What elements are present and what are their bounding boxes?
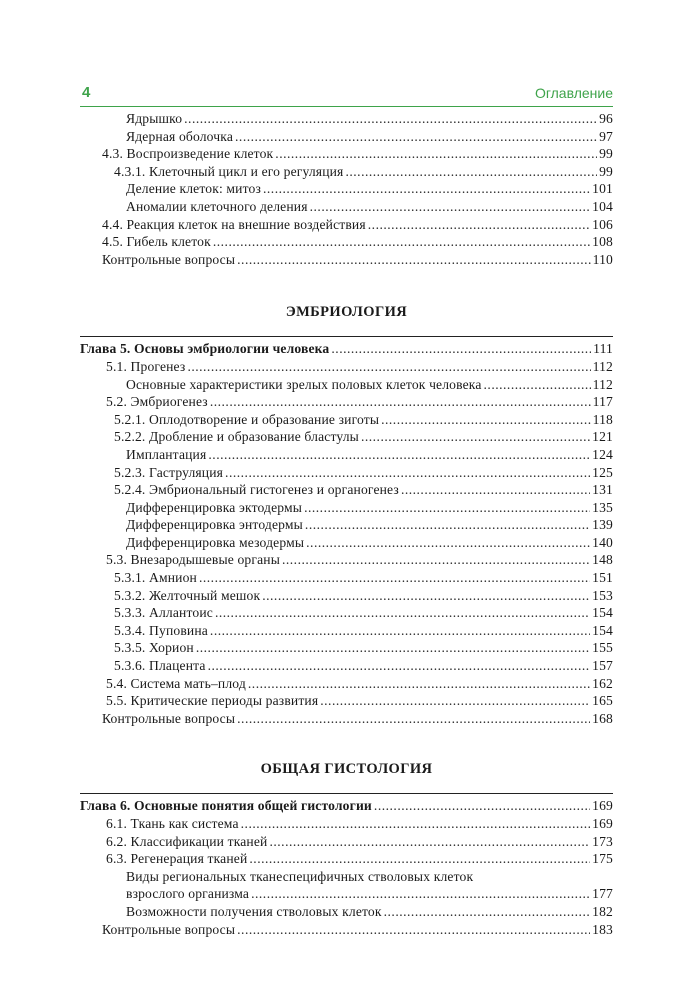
dot-leader [187, 358, 590, 376]
toc-entry[interactable] [80, 376, 613, 394]
toc-entry-title: 5.2.1. Оплодотворение и образование зиготы [114, 411, 380, 427]
toc-entry-title: Дифференцировка мезодермы [126, 534, 305, 550]
toc-block-chapter5 [80, 358, 613, 727]
dot-leader [196, 639, 590, 657]
toc-entry-title: 5.3.3. Аллантоис [114, 605, 213, 621]
header-rule [80, 106, 613, 107]
section-title-embryology: ЭМБРИОЛОГИЯ [285, 304, 408, 321]
toc-entry[interactable] [80, 587, 613, 605]
dot-leader [401, 481, 590, 499]
toc-entry[interactable] [80, 180, 613, 198]
toc-chapter-6[interactable] [80, 793, 613, 815]
dot-leader [320, 692, 590, 710]
toc-entry-title: 6.2. Классификации тканей [106, 833, 268, 849]
toc-entry-title: Контрольные вопросы [102, 921, 236, 937]
dot-leader [269, 833, 590, 851]
dot-leader [208, 657, 591, 675]
dot-leader [306, 534, 590, 552]
toc-entry-wrapped-line2[interactable] [80, 885, 613, 903]
toc-entry-title: Имплантация [126, 446, 207, 462]
toc-entry-title: 4.3. Воспроизведение клеток [102, 146, 274, 162]
dot-leader [210, 393, 591, 411]
toc-entry-page: 118 [592, 411, 613, 427]
toc-entry-page: 165 [592, 693, 613, 709]
toc-entry-page: 148 [592, 552, 613, 568]
toc-entry-page: 177 [592, 886, 613, 902]
toc-entry-title: 5.3.1. Амнион [114, 570, 197, 586]
dot-leader [210, 622, 590, 640]
dot-leader [237, 251, 591, 269]
toc-entry-page: 110 [592, 251, 613, 267]
toc-entry-title: 5.2.2. Дробление и образование бластулы [114, 429, 359, 445]
toc-entry[interactable] [80, 604, 613, 622]
toc-entry[interactable] [80, 569, 613, 587]
toc-entry[interactable] [80, 358, 613, 376]
toc-entry-page: 182 [592, 903, 613, 919]
toc-entry-page: 99 [599, 163, 613, 179]
dot-leader [241, 815, 591, 833]
dot-leader [263, 180, 590, 198]
toc-entry-title: 5.5. Критические периоды развития [106, 693, 319, 709]
toc-entry[interactable] [80, 251, 613, 269]
toc-entry-page: 173 [592, 833, 613, 849]
dot-leader [215, 604, 590, 622]
page-number: 4 [82, 84, 91, 101]
toc-entry-page: 121 [592, 429, 613, 445]
toc-entry[interactable] [80, 534, 613, 552]
toc-entry-title: Глава 5. Основы эмбриологии человека [80, 340, 330, 356]
toc-entry[interactable] [80, 428, 613, 446]
toc-entry-title: Дифференцировка энтодермы [126, 517, 303, 533]
toc-entry[interactable] [80, 145, 613, 163]
toc-entry-title: 6.3. Регенерация тканей [106, 851, 248, 867]
toc-entry-page: 99 [599, 146, 613, 162]
toc-entry-page: 101 [592, 181, 613, 197]
toc-entry-page: 108 [592, 234, 613, 250]
toc-entry-title: 5.3.5. Хорион [114, 640, 194, 656]
dot-leader [275, 145, 597, 163]
toc-entry-page: 96 [599, 111, 613, 126]
dot-leader [248, 675, 590, 693]
dot-leader [484, 376, 591, 394]
toc-entry-page: 97 [599, 128, 613, 144]
running-header [80, 84, 613, 104]
toc-entry-title: 5.1. Прогенез [106, 358, 186, 374]
toc-entry-page: 124 [592, 446, 613, 462]
toc-entry-page: 131 [592, 482, 613, 498]
toc-entry[interactable] [80, 464, 613, 482]
toc-entry-page: 169 [592, 816, 613, 831]
dot-leader [345, 163, 597, 181]
toc-entry-title: 5.3.2. Желточный мешок [114, 587, 261, 603]
dot-leader [262, 587, 590, 605]
toc-entry-title: Ядерная оболочка [126, 128, 234, 144]
toc-entry[interactable] [80, 921, 613, 939]
dot-leader [331, 339, 591, 358]
dot-leader [304, 499, 590, 517]
toc-entry[interactable] [80, 850, 613, 868]
toc-entry-title: 5.3.6. Плацента [114, 658, 206, 674]
toc-entry-title: Глава 6. Основные понятия общей гистологии [80, 798, 372, 813]
dot-leader [305, 516, 590, 534]
toc-entry[interactable] [80, 551, 613, 569]
toc-entry-title: взрослого организма [126, 886, 250, 902]
dot-leader [237, 710, 590, 728]
toc-entry[interactable] [80, 198, 613, 216]
toc-entry-title: 4.3.1. Клеточный цикл и его регуляция [114, 163, 344, 179]
dot-leader [237, 921, 590, 939]
dot-leader [368, 216, 590, 234]
toc-entry-page: 183 [592, 921, 613, 937]
toc-entry[interactable] [80, 411, 613, 429]
toc-entry-page: 154 [592, 622, 613, 638]
dot-leader [225, 464, 590, 482]
toc-entry-title: 5.3. Внезародышевые органы [106, 552, 280, 568]
toc-entry-title: 5.2. Эмбриогенез [106, 394, 208, 410]
toc-entry-title: Дифференцировка эктодермы [126, 499, 303, 515]
dot-leader [199, 569, 590, 587]
toc-entry-title: 4.4. Реакция клеток на внешние воздействия [102, 216, 366, 232]
dot-leader [235, 128, 597, 146]
toc-entry[interactable] [80, 163, 613, 181]
toc-entry[interactable] [80, 110, 613, 128]
toc-entry-wrapped-line1[interactable]: Виды региональных тканеспецифичных стволовых клеток [126, 868, 474, 884]
toc-entry-page: 151 [592, 570, 613, 586]
toc-entry[interactable] [80, 710, 613, 728]
toc-entry-page: 112 [592, 376, 613, 392]
toc-entry-title: Аномалии клеточного деления [126, 198, 308, 214]
toc-entry[interactable] [80, 516, 613, 534]
dot-leader [249, 850, 590, 868]
toc-block-chapter6 [80, 815, 613, 868]
toc-block-chapter6-tail [80, 903, 613, 938]
toc-entry-page: 106 [592, 216, 613, 232]
toc-entry-title: Возможности получения стволовых клеток [126, 903, 382, 919]
toc-entry-page: 135 [592, 499, 613, 515]
toc-entry-title: Контрольные вопросы [102, 710, 236, 726]
running-title: Оглавление [534, 85, 613, 101]
toc-entry-title: Контрольные вопросы [102, 251, 236, 267]
dot-leader [361, 428, 590, 446]
toc-entry-page: 169 [592, 798, 613, 813]
toc-entry-title: 5.4. Система мать–плод [106, 675, 246, 691]
toc-entry[interactable] [80, 657, 613, 675]
toc-entry-title: Основные характеристики зрелых половых клеток человека [126, 376, 482, 392]
toc-entry-title: 4.5. Гибель клеток [102, 234, 211, 250]
toc-entry[interactable] [80, 216, 613, 234]
dot-leader [251, 885, 590, 903]
toc-entry-page: 112 [592, 358, 613, 374]
toc-entry-page: 140 [592, 534, 613, 550]
toc-entry[interactable] [80, 675, 613, 693]
toc-entry-page: 117 [592, 394, 613, 410]
toc-entry-title: 5.2.3. Гаструляция [114, 464, 224, 480]
section-title-general-histology: ОБЩАЯ ГИСТОЛОГИЯ [260, 761, 433, 778]
toc-entry-page: 125 [592, 464, 613, 480]
toc-entry-page: 154 [592, 605, 613, 621]
toc-entry[interactable] [80, 815, 613, 833]
toc-entry-page: 162 [592, 675, 613, 691]
toc-entry-title: 5.3.4. Пуповина [114, 622, 208, 638]
toc-entry[interactable] [80, 481, 613, 499]
table-of-contents [80, 110, 613, 938]
toc-entry-page: 153 [592, 587, 613, 603]
dot-leader [213, 233, 590, 251]
toc-entry-title: Ядрышко [126, 111, 183, 126]
toc-entry[interactable] [80, 692, 613, 710]
toc-chapter-5[interactable] [80, 336, 613, 358]
dot-leader [282, 551, 590, 569]
toc-entry[interactable] [80, 233, 613, 251]
toc-entry[interactable] [80, 903, 613, 921]
toc-entry[interactable] [80, 128, 613, 146]
dot-leader [374, 796, 590, 815]
dot-leader [384, 903, 591, 921]
toc-entry[interactable] [80, 499, 613, 517]
toc-entry-page: 157 [592, 658, 613, 674]
toc-entry-page: 168 [592, 710, 613, 726]
toc-block-chapter4-tail [80, 110, 613, 268]
toc-entry[interactable] [80, 446, 613, 464]
toc-entry-title: Деление клеток: митоз [126, 181, 261, 197]
toc-entry-title: 5.2.4. Эмбриональный гистогенез и органогенез [114, 482, 399, 498]
dot-leader [208, 446, 590, 464]
toc-entry[interactable] [80, 622, 613, 640]
dot-leader [310, 198, 591, 216]
dot-leader [184, 110, 597, 128]
toc-entry-page: 104 [592, 198, 613, 214]
toc-entry[interactable] [80, 639, 613, 657]
toc-entry[interactable] [80, 393, 613, 411]
toc-entry[interactable] [80, 833, 613, 851]
toc-entry-page: 175 [592, 851, 613, 867]
toc-entry-page: 111 [593, 340, 613, 356]
toc-entry-page: 139 [592, 517, 613, 533]
toc-entry-page: 155 [592, 640, 613, 656]
dot-leader [381, 411, 591, 429]
toc-entry-title: 6.1. Ткань как система [106, 816, 239, 831]
